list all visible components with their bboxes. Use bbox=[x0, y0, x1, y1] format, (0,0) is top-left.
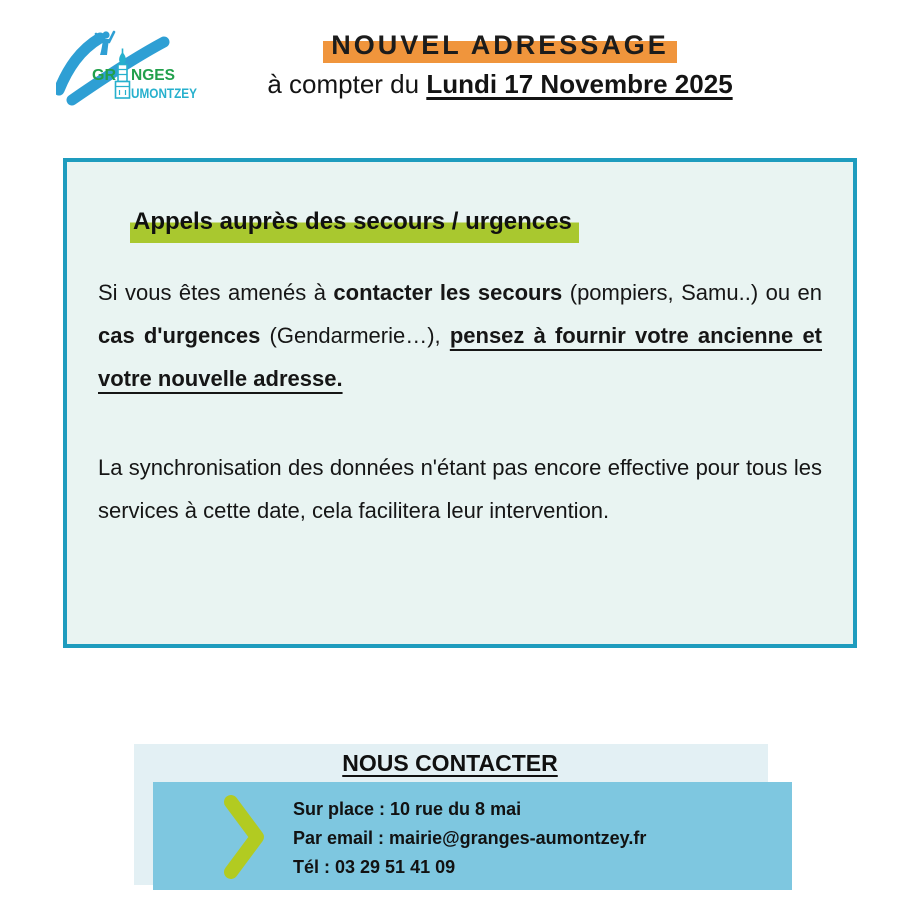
text-segment-bold: cas d'urgences bbox=[98, 323, 261, 348]
text-segment: Si vous êtes amenés à bbox=[98, 280, 334, 305]
page-title: NOUVEL ADRESSAGE bbox=[323, 28, 677, 64]
contact-box bbox=[153, 782, 792, 890]
contact-title: NOUS CONTACTER bbox=[342, 750, 558, 776]
logo-text-umontzey: UMONTZEY bbox=[131, 85, 198, 101]
notice-body bbox=[98, 271, 822, 532]
text-segment: (Gendarmerie…), bbox=[260, 323, 450, 348]
contact-phone: Tél : 03 29 51 41 09 bbox=[293, 857, 456, 877]
notice-heading: Appels auprès des secours / urgences bbox=[130, 208, 579, 243]
effective-date-line bbox=[230, 69, 770, 100]
header bbox=[230, 28, 770, 100]
notice-paragraph-2: La synchronisation des données n'étant pas encore effective pour tous les services à cette date, cela facilitera leur intervention. bbox=[98, 455, 822, 523]
contact-address: Sur place : 10 rue du 8 mai bbox=[293, 799, 522, 819]
text-segment-bold-underline: pensez à fournir votre ancienne et votre nouvelle adresse. bbox=[98, 323, 823, 391]
date-prefix: à compter du bbox=[267, 69, 427, 99]
logo-text-gr: GR bbox=[92, 67, 117, 84]
bell-tower-icon bbox=[116, 49, 130, 99]
granges-aumontzey-logo bbox=[56, 28, 206, 113]
contact-email: Par email : mairie@granges-aumontzey.fr bbox=[293, 828, 647, 848]
effective-date: Lundi 17 Novembre 2025 bbox=[426, 69, 733, 99]
notice-paragraph-1 bbox=[98, 271, 822, 400]
contact-details bbox=[293, 795, 646, 882]
text-segment: (pompiers, Samu..) ou en bbox=[562, 280, 822, 305]
emergency-notice-box bbox=[63, 158, 857, 648]
chevron-right-icon bbox=[221, 792, 271, 882]
text-segment-bold: contacter les secours bbox=[333, 280, 563, 305]
logo-text-nges: NGES bbox=[131, 67, 176, 84]
